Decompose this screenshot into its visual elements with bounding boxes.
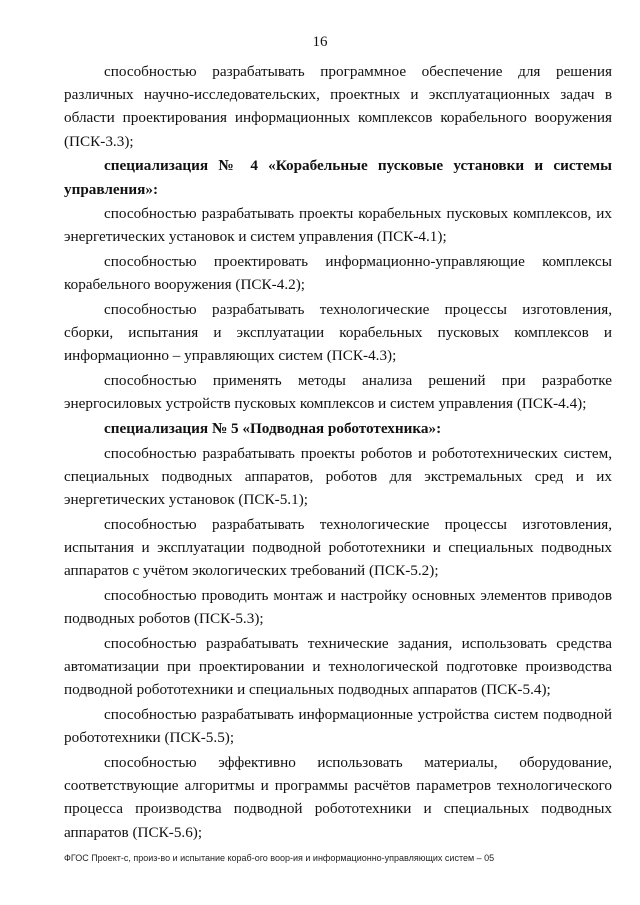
competence-paragraph: способностью проводить монтаж и настройку основных элементов приводов подводных роботов (ПСК-5.3);: [64, 586, 612, 628]
page-footer: ФГОС Проект-с, произ-во и испытание кораб-ого воор-ия и информационно-управляющих систем – 05: [64, 853, 495, 863]
competence-paragraph: способностью проектировать информационно-управляющие комплексы корабельного вооружения (ПСК-4.2);: [64, 253, 612, 294]
competence-paragraph: способностью разрабатывать проекты корабельных пусковых комплексов, их энергетических установок и систем управления (ПСК-4.1);: [64, 205, 612, 246]
page-number: 16: [312, 34, 328, 50]
competence-paragraph: способностью разрабатывать информационные устройства систем подводной робототехники (ПСК-5.5);: [64, 705, 612, 747]
competence-paragraph: способностью применять методы анализа решений при разработке энергосиловых устройств пусковых комплексов и систем управления (ПСК-4.4);: [64, 372, 612, 413]
specialization-heading: специализация № 5 «Подводная робототехника»:: [104, 420, 442, 438]
competence-paragraph: способностью разрабатывать технические задания, использовать средства автоматизации при проектировании и технологической подготовке производства подводной робототехники и специальных подводных аппаратов (ПСК-5.4);: [64, 634, 612, 699]
specialization-heading: специализация № 4 «Корабельные пусковые установки и системы управления»:: [64, 157, 612, 198]
document-body: [64, 60, 612, 845]
competence-paragraph: способностью разрабатывать программное обеспечение для решения различных научно-исследовательских, проектных и эксплуатационных задач в области проектирования информационных комплексов корабельного вооружения (ПСК-3.3);: [64, 63, 612, 150]
competence-paragraph: способностью разрабатывать технологические процессы изготовления, испытания и эксплуатации подводной робототехники и специальных подводных аппаратов с учётом экологических требований (ПСК-5.2);: [64, 515, 612, 580]
competence-paragraph: способностью эффективно использовать материалы, оборудование, соответствующие алгоритмы и программы расчётов параметров технологического процесса производства подводной робототехники и специальных подводных аппаратов (ПСК-5.6);: [64, 753, 612, 841]
competence-paragraph: способностью разрабатывать проекты роботов и робототехнических систем, специальных подводных аппаратов, роботов для экстремальных сред и их энергетических установок (ПСК-5.1);: [64, 444, 612, 509]
competence-paragraph: способностью разрабатывать технологические процессы изготовления, сборки, испытания и эксплуатации корабельных пусковых комплексов и информационно – управляющих систем (ПСК-4.3);: [64, 301, 612, 365]
